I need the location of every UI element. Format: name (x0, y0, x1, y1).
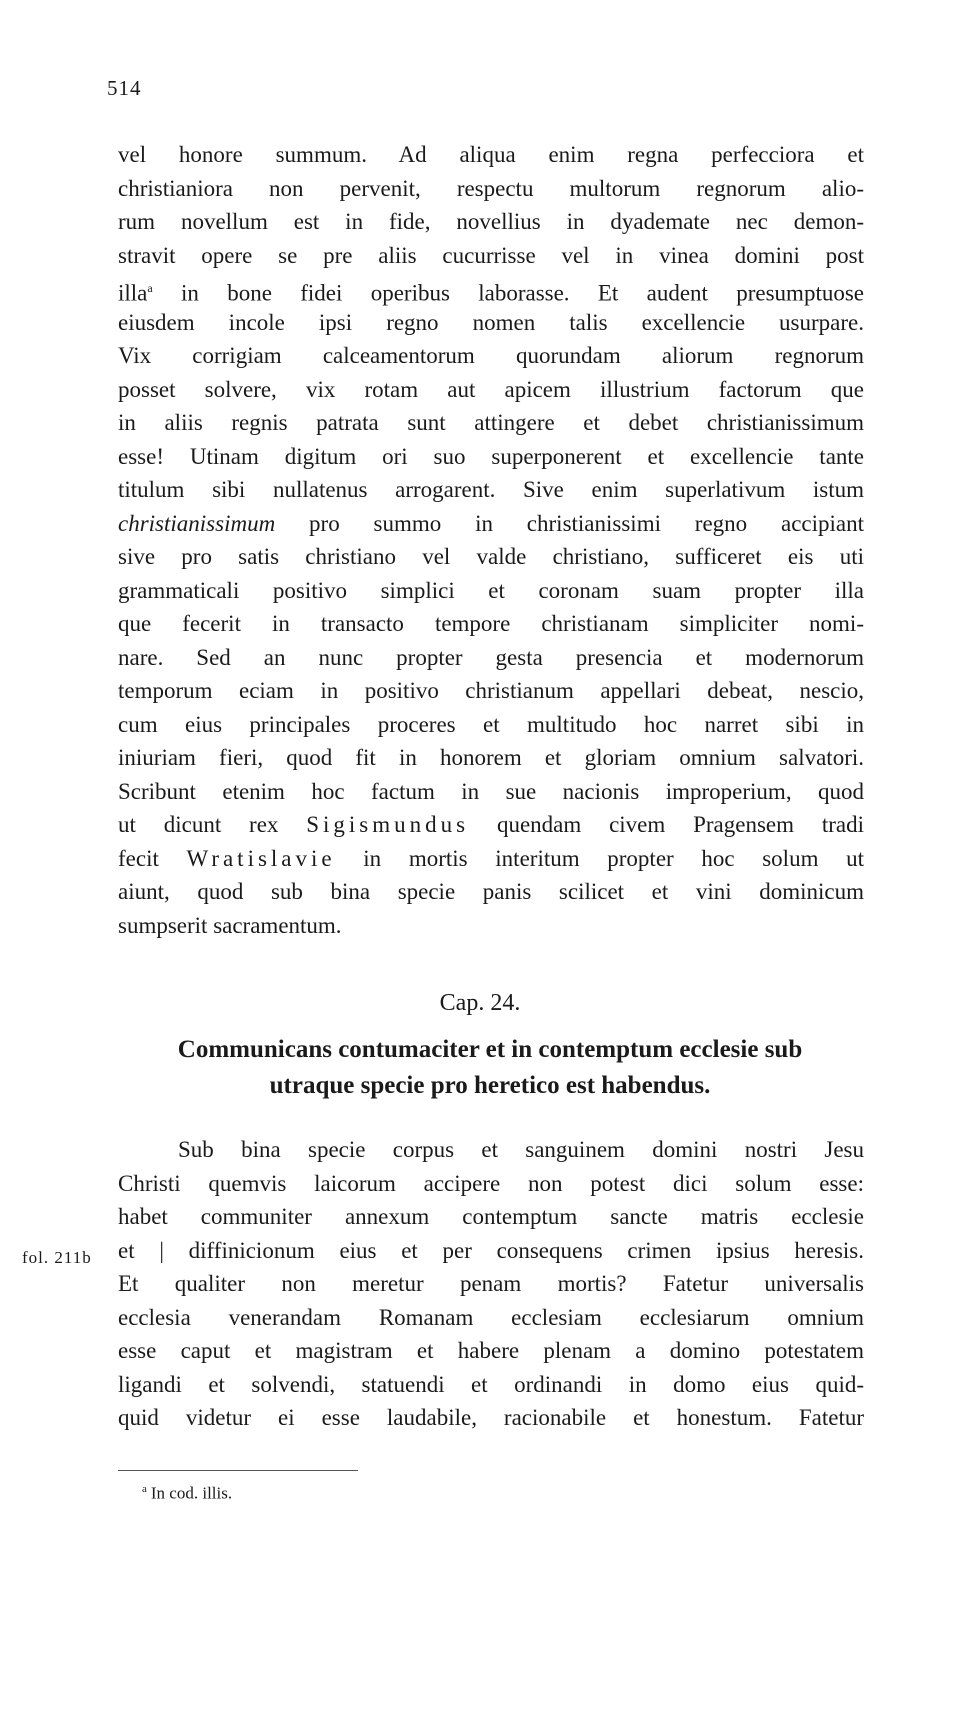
line-start: illa (118, 280, 148, 306)
footnote-text: In cod. illis. (150, 1483, 233, 1503)
text-line (118, 507, 864, 541)
text-line: ligandi et solvendi, statuendi et ordinandi in domo eius quid- (118, 1371, 864, 1397)
page-number: 514 (107, 76, 142, 100)
line-start: ut dicunt rex (118, 812, 279, 837)
heading-line: utraque specie pro heretico est habendus. (269, 1072, 711, 1099)
text-line: esse! Utinam digitum ori suo superponerent et excellencie tante (118, 443, 864, 469)
text-line: Christi quemvis laicorum accipere non potest dici solum esse: (118, 1170, 864, 1196)
text-line: quid videtur ei esse laudabile, racionabile et honestum. Fatetur (118, 1405, 864, 1430)
footnote-marker: a (142, 1483, 147, 1495)
text-line: ecclesia venerandam Romanam ecclesiam ecclesiarum omnium (118, 1304, 864, 1330)
text-line: Et qualiter non meretur penam mortis? Fatetur universalis (118, 1271, 864, 1296)
chapter-label: Cap. 24. (439, 990, 521, 1016)
heading-line: Communicans contumaciter et in contemptum ecclesie sub (177, 1036, 803, 1063)
name-wratislavie: Wratislavie (186, 845, 336, 871)
text-line (118, 808, 864, 842)
text-line: christianiora non pervenit, respectu multorum regnorum alio- (118, 175, 864, 201)
text-line: vel honore summum. Ad aliqua enim regna perfecciora et (118, 142, 864, 167)
paragraph-2 (118, 1133, 864, 1435)
text-line: cum eius principales proceres et multitudo hoc narret sibi in (118, 711, 864, 737)
italic-word: christianissimum (118, 510, 276, 536)
text-line: et | diffinicionum eius et per consequens crimen ipsius heresis. (118, 1237, 864, 1263)
text-line: rum novellum est in fide, novellius in dyademate nec demon- (118, 209, 864, 234)
text-line: stravit opere se pre aliis cucurrisse vel in vinea domini post (118, 242, 864, 268)
text-line: posset solvere, vix rotam aut apicem illustrium factorum que (118, 376, 864, 402)
text-line (118, 842, 864, 876)
paragraph-1 (118, 138, 864, 942)
text-line: sumpserit sacramentum. (118, 912, 342, 938)
text-line: temporum eciam in positivo christianum appellari debeat, nescio, (118, 678, 864, 703)
text-line: habet communiter annexum contemptum sancte matris ecclesie (118, 1204, 864, 1229)
text-line: Sub bina specie corpus et sanguinem domini nostri Jesu (178, 1137, 864, 1162)
text-line: grammaticali positivo simplici et coronam suam propter illa (118, 577, 864, 603)
line-rest: quendam civem Pragensem tradi (496, 812, 864, 837)
text-line: eiusdem incole ipsi regno nomen talis excellencie usurpare. (118, 309, 864, 335)
line-rest: pro summo in christianissimi regno accipiant (309, 510, 865, 536)
text-line: iniuriam fieri, quod fit in honorem et gloriam omnium salvatori. (118, 745, 864, 770)
name-sigismundus: Sigismundus (306, 812, 470, 837)
text-line: Scribunt etenim hoc factum in sue nacionis improperium, quod (118, 778, 864, 804)
text-line: esse caput et magistram et habere plenam a domino potestatem (118, 1338, 864, 1363)
chapter-heading (110, 1032, 870, 1104)
text-line: titulum sibi nullatenus arrogarent. Sive enim superlativum istum (118, 477, 864, 502)
text-line: in aliis regnis patrata sunt attingere et debet christianissimum (118, 410, 864, 435)
line-start: fecit (118, 845, 159, 871)
text-line: sive pro satis christiano vel valde christiano, sufficeret eis uti (118, 544, 864, 569)
footnote (142, 1483, 232, 1504)
line-rest: in bone fidei operibus laborasse. Et audent presumptuose (181, 280, 864, 306)
margin-folio-note: fol. 211b (22, 1248, 92, 1267)
text-line (118, 272, 864, 306)
text-line: aiunt, quod sub bina specie panis scilicet et vini dominicum (118, 879, 864, 904)
line-rest: in mortis interitum propter hoc solum ut (363, 845, 865, 871)
text-line: que fecerit in transacto tempore christianam simpliciter nomi- (118, 611, 864, 636)
text-line: Vix corrigiam calceamentorum quorundam aliorum regnorum (118, 343, 864, 368)
footnote-divider (118, 1470, 358, 1471)
footnote-reference: a (147, 281, 153, 295)
text-line: nare. Sed an nunc propter gesta presencia et modernorum (118, 644, 864, 670)
